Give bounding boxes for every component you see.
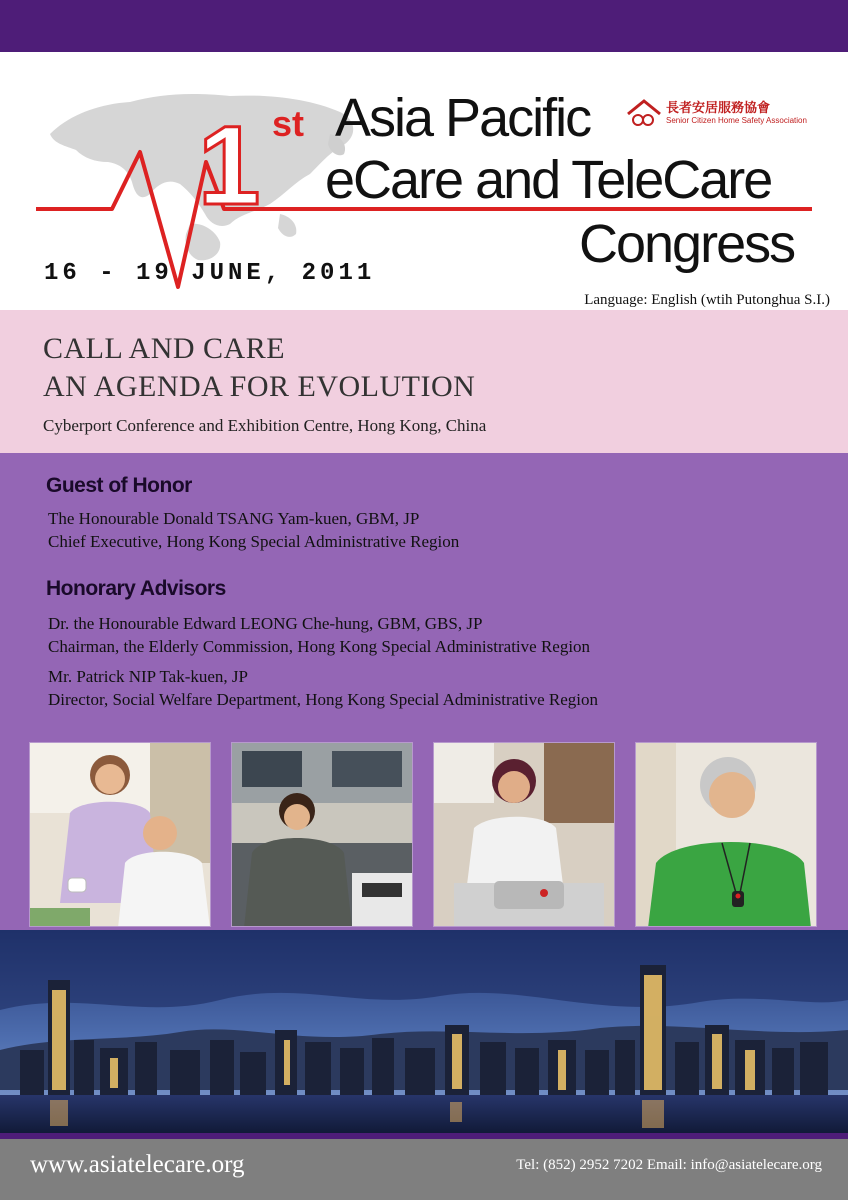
venue: Cyberport Conference and Exhibition Centre, Hong Kong, China	[43, 416, 487, 435]
advisor-1-title: Chairman, the Elderly Commission, Hong Kong Special Administrative Region	[48, 637, 591, 656]
website-link[interactable]: www.asiatelecare.org	[30, 1151, 245, 1178]
contact-info: Tel: (852) 2952 7202 Email: info@asiatelecare.org	[516, 1157, 822, 1173]
hong-kong-skyline-photo	[0, 930, 848, 1133]
language-note: Language: English (wtih Putonghua S.I.)	[584, 292, 830, 308]
advisor-2-title: Director, Social Welfare Department, Hong Kong Special Administrative Region	[48, 690, 598, 709]
photo-woman-with-device	[433, 742, 615, 927]
photo-elderly-couple	[29, 742, 211, 927]
organizer-chinese-name: 長者安居服務協會	[666, 101, 771, 116]
honorary-advisors-heading: Honorary Advisors	[46, 577, 226, 600]
house-logo-icon	[626, 98, 662, 132]
organizer-logo	[626, 96, 816, 136]
theme-line-2: AN AGENDA FOR EVOLUTION	[43, 370, 476, 403]
title-line-2: eCare and TeleCare	[325, 150, 772, 210]
photo-elderly-woman	[635, 742, 817, 927]
guest-of-honor-title: Chief Executive, Hong Kong Special Administrative Region	[48, 532, 460, 551]
photo-call-centre-operator	[231, 742, 413, 927]
ordinal-number: 1	[198, 103, 261, 228]
congress-header	[0, 52, 848, 310]
ordinal-suffix: st	[272, 103, 305, 144]
title-line-1: Asia Pacific	[335, 88, 591, 148]
guest-of-honor-heading: Guest of Honor	[46, 474, 192, 497]
title-line-3: Congress	[579, 214, 795, 274]
theme-line-1: CALL AND CARE	[43, 332, 286, 365]
guest-of-honor-name: The Honourable Donald TSANG Yam-kuen, GBM, JP	[48, 509, 420, 528]
organizer-english-name: Senior Citizen Home Safety Association	[666, 116, 807, 125]
top-color-band	[0, 0, 848, 52]
advisor-1-name: Dr. the Honourable Edward LEONG Che-hung, GBM, GBS, JP	[48, 614, 483, 633]
footer	[0, 1133, 848, 1200]
advisor-2-name: Mr. Patrick NIP Tak-kuen, JP	[48, 667, 248, 686]
theme-section	[0, 310, 848, 453]
congress-dates: 16 - 19 JUNE, 2011	[44, 260, 376, 287]
